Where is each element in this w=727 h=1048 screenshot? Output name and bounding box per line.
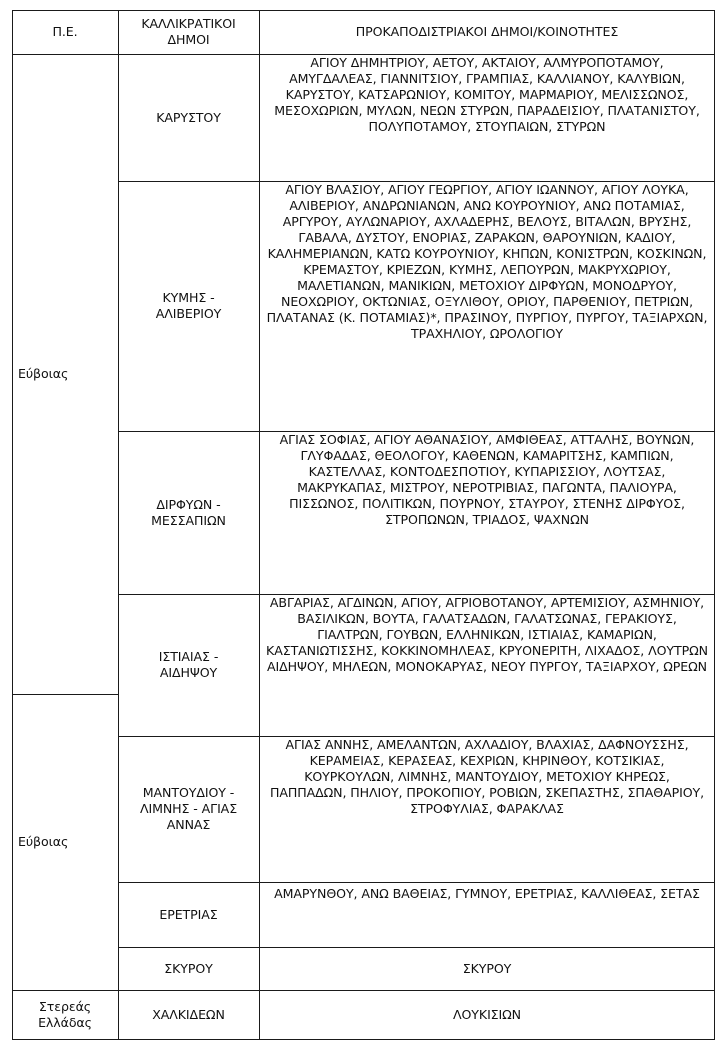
dimos-eretrias: ΕΡΕΤΡΙΑΣ xyxy=(159,906,218,922)
grid-line xyxy=(12,10,715,11)
grid-line xyxy=(118,10,119,1040)
koinotites-istiaias-aidipsou: ΑΒΓΑΡΙΑΣ, ΑΓΔΙΝΩΝ, ΑΓΙΟΥ, ΑΓΡΙΟΒΟΤΑΝΟΥ, ΑΡΤΕΜΙΣΙΟΥ, ΑΣΜΗΝΙΟΥ, ΒΑΣΙΛΙΚΩΝ, ΒΟΥΤΑ, ΓΑΛΑΤΣΑΔΩΝ, ΓΑΛΑΤΣΩΝΑΣ, ΓΕΡΑΚΙΟΥΣ, ΓΙΑΛΤΡΩΝ, ΓΟΥΒΩΝ, ΕΛΛΗΝΙΚΩΝ, ΙΣΤΙΑΙΑΣ, ΚΑΜΑΡΙΩΝ, ΚΑΣΤΑΝΙΩΤΙΣΣΗΣ, ΚΟΚΚΙΝΟΜΗΛΕΑΣ, ΚΡΥΟΝΕΡΙΤΗ, ΛΙΧΑΔΟΣ, ΛΟΥΤΡΩΝ ΑΙΔΗΨΟΥ, ΜΗΛΕΩΝ, ΜΟΝΟΚΑΡΥΑΣ, ΝΕΟΥ ΠΥΡΓΟΥ, ΤΑΞΙΑΡΧΟΥ, ΩΡΕΩΝ xyxy=(266,595,708,674)
grid-line xyxy=(12,54,715,55)
grid-line xyxy=(12,694,118,695)
grid-line xyxy=(118,882,715,883)
dimos-skyrou: ΣΚΥΡΟΥ xyxy=(164,960,213,976)
koinotites-mantoudiou-limnis-agias-annas: ΑΓΙΑΣ ΑΝΝΗΣ, ΑΜΕΛΑΝΤΩΝ, ΑΧΛΑΔΙΟΥ, ΒΛΑΧΙΑΣ, ΔΑΦΝΟΥΣΣΗΣ, ΚΕΡΑΜΕΙΑΣ, ΚΕΡΑΣΕΑΣ, ΚΕΧΡΙΩΝ, ΚΗΡΙΝΘΟΥ, ΚΟΤΣΙΚΙΑΣ, ΚΟΥΡΚΟΥΛΩΝ, ΛΙΜΝΗΣ, ΜΑΝΤΟΥΔΙΟΥ, ΜΕΤΟΧΙΟΥ ΚΗΡΕΩΣ, ΠΑΠΠΑΔΩΝ, ΠΗΛΙΟΥ, ΠΡΟΚΟΠΙΟΥ, ΡΟΒΙΩΝ, ΣΚΕΠΑΣΤΗΣ, ΣΠΑΘΑΡΙΟΥ, ΣΤΡΟΦΥΛΙΑΣ, ΦΑΡΑΚΛΑΣ xyxy=(269,737,705,816)
pe-sterea-ellada: Στερεάς Ελλάδας xyxy=(38,999,92,1030)
koinotites-kymis-aliveriou: ΑΓΙΟΥ ΒΛΑΣΙΟΥ, ΑΓΙΟΥ ΓΕΩΡΓΙΟΥ, ΑΓΙΟΥ ΙΩΑΝΝΟΥ, ΑΓΙΟΥ ΛΟΥΚΑ, ΑΛΙΒΕΡΙΟΥ, ΑΝΔΡΩΝΙΑΝΩΝ, ΑΝΩ ΚΟΥΡΟΥΝΙΟΥ, ΑΝΩ ΠΟΤΑΜΙΑΣ, ΑΡΓΥΡΟΥ, ΑΥΛΩΝΑΡΙΟΥ, ΑΧΛΑΔΕΡΗΣ, ΒΕΛΟΥΣ, ΒΙΤΑΛΩΝ, ΒΡΥΣΗΣ, ΓΑΒΑΛΑ, ΔΥΣΤΟΥ, ΕΝΟΡΙΑΣ, ΖΑΡΑΚΩΝ, ΘΑΡΟΥΝΙΩΝ, ΚΑΔΙΟΥ, ΚΑΛΗΜΕΡΙΑΝΩΝ, ΚΑΤΩ ΚΟΥΡΟΥΝΙΟΥ, ΚΗΠΩΝ, ΚΟΝΙΣΤΡΩΝ, ΚΟΣΚΙΝΩΝ, ΚΡΕΜΑΣΤΟΥ, ΚΡΙΕΖΩΝ, ΚΥΜΗΣ, ΛΕΠΟΥΡΩΝ, ΜΑΚΡΥΧΩΡΙΟΥ, ΜΑΛΕΤΙΑΝΩΝ, ΜΑΝΙΚΙΩΝ, ΜΕΤΟΧΙΟΥ ΔΙΡΦΥΩΝ, ΜΟΝΟΔΡΥΟΥ, ΝΕΟΧΩΡΙΟΥ, ΟΚΤΩΝΙΑΣ, ΟΞΥΛΙΘΟΥ, ΟΡΙΟΥ, ΠΑΡΘΕΝΙΟΥ, ΠΕΤΡΙΩΝ, ΠΛΑΤΑΝΑΣ (Κ. ΠΟΤΑΜΙΑΣ)*, ΠΡΑΣΙΝΟΥ, ΠΥΡΓΙΟΥ, ΠΥΡΓΟΥ, ΤΑΞΙΑΡΧΩΝ, ΤΡΑΧΗΛΙΟΥ, ΩΡΟΛΟΓΙΟΥ xyxy=(266,182,708,341)
dimos-mantoudiou-limnis-agias-annas: ΜΑΝΤΟΥΔΙΟΥ - ΛΙΜΝΗΣ - ΑΓΙΑΣ ΑΝΝΑΣ xyxy=(139,785,238,832)
municipalities-table xyxy=(12,10,715,1040)
grid-line xyxy=(12,990,715,991)
grid-line xyxy=(118,736,715,737)
grid-line xyxy=(714,10,715,1040)
grid-line xyxy=(118,594,715,595)
koinotites-skyrou: ΣΚΥΡΟΥ xyxy=(462,960,512,976)
koinotites-dirfyon-messapion: ΑΓΙΑΣ ΣΟΦΙΑΣ, ΑΓΙΟΥ ΑΘΑΝΑΣΙΟΥ, ΑΜΦΙΘΕΑΣ, ΑΤΤΑΛΗΣ, ΒΟΥΝΩΝ, ΓΛΥΦΑΔΑΣ, ΘΕΟΛΟΓΟΥ, ΚΑΘΕΝΩΝ, ΚΑΜΑΡΙΤΣΗΣ, ΚΑΜΠΙΩΝ, ΚΑΣΤΕΛΛΑΣ, ΚΟΝΤΟΔΕΣΠΟΤΙΟΥ, ΚΥΠΑΡΙΣΣΙΟΥ, ΛΟΥΤΣΑΣ, ΜΑΚΡΥΚΑΠΑΣ, ΜΙΣΤΡΟΥ, ΝΕΡΟΤΡΙΒΙΑΣ, ΠΑΓΩΝΤΑ, ΠΑΛΙΟΥΡΑ, ΠΙΣΣΩΝΟΣ, ΠΟΛΙΤΙΚΩΝ, ΠΟΥΡΝΟΥ, ΣΤΑΥΡΟΥ, ΣΤΕΝΗΣ ΔΙΡΦΥΟΣ, ΣΤΡΟΠΩΝΩΝ, ΤΡΙΑΔΟΣ, ΨΑΧΝΩΝ xyxy=(279,432,695,527)
grid-line xyxy=(118,947,715,948)
grid-line xyxy=(259,10,260,1040)
header-pe: Π.Ε. xyxy=(52,24,78,39)
koinotites-karystou: ΑΓΙΟΥ ΔΗΜΗΤΡΙΟΥ, ΑΕΤΟΥ, ΑΚΤΑΙΟΥ, ΑΛΜΥΡΟΠΟΤΑΜΟΥ, ΑΜΥΓΔΑΛΕΑΣ, ΓΙΑΝΝΙΤΣΙΟΥ, ΓΡΑΜΠΙΑΣ, ΚΑΛΛΙΑΝΟΥ, ΚΑΛΥΒΙΩΝ, ΚΑΡΥΣΤΟΥ, ΚΑΤΣΑΡΩΝΙΟΥ, ΚΟΜΙΤΟΥ, ΜΑΡΜΑΡΙΟΥ, ΜΕΛΙΣΣΩΝΟΣ, ΜΕΣΟΧΩΡΙΩΝ, ΜΥΛΩΝ, ΝΕΩΝ ΣΤΥΡΩΝ, ΠΑΡΑΔΕΙΣΙΟΥ, ΠΛΑΤΑΝΙΣΤΟΥ, ΠΟΛΥΠΟΤΑΜΟΥ, ΣΤΟΥΠΑΙΩΝ, ΣΤΥΡΩΝ xyxy=(274,55,700,134)
dimos-kymis-aliveriou: ΚΥΜΗΣ - ΑΛΙΒΕΡΙΟΥ xyxy=(155,290,222,321)
koinotites-eretrias: ΑΜΑΡΥΝΘΟΥ, ΑΝΩ ΒΑΘΕΙΑΣ, ΓΥΜΝΟΥ, ΕΡΕΤΡΙΑΣ, ΚΑΛΛΙΘΕΑΣ, ΣΕΤΑΣ xyxy=(274,886,700,901)
pe-evoia-1: Εύβοιας xyxy=(18,366,69,381)
dimos-karystou: ΚΑΡΥΣΤΟΥ xyxy=(156,109,221,125)
dimos-chalkideon: ΧΑΛΚΙΔΕΩΝ xyxy=(152,1007,225,1022)
dimos-istiaias-aidipsou: ΙΣΤΙΑΙΑΣ - ΑΙΔΗΨΟΥ xyxy=(158,649,219,680)
grid-line xyxy=(118,181,715,182)
pe-evoia-2: Εύβοιας xyxy=(18,834,69,849)
koinotites-chalkideon: ΛΟΥΚΙΣΙΩΝ xyxy=(452,1007,521,1022)
grid-line xyxy=(12,1039,715,1040)
grid-line xyxy=(12,10,13,1040)
dimos-dirfyon-messapion: ΔΙΡΦΥΩΝ - ΜΕΣΣΑΠΙΩΝ xyxy=(151,496,226,528)
header-prokapodistriakoi: ΠΡΟΚΑΠΟΔΙΣΤΡΙΑΚΟΙ ΔΗΜΟΙ/ΚΟΙΝΟΤΗΤΕΣ xyxy=(355,24,619,39)
grid-line xyxy=(118,431,715,432)
header-kallikratikoi: ΚΑΛΛΙΚΡΑΤΙΚΟΙ ΔΗΜΟΙ xyxy=(141,16,236,47)
